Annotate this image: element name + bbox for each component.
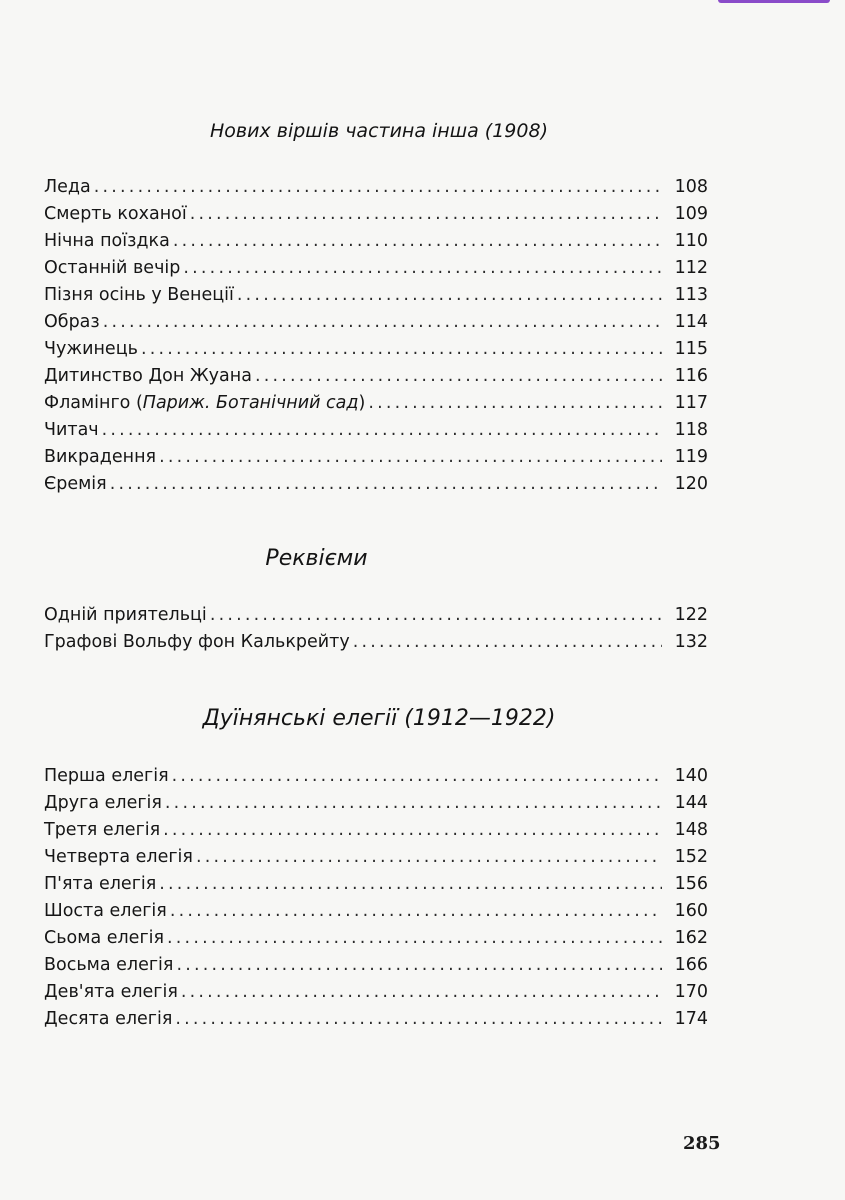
toc-entry-title-text: Восьма елегія <box>44 955 174 975</box>
toc-entry-title <box>44 629 350 656</box>
toc-entry-page: 144 <box>674 793 708 813</box>
toc-entry-title-text: Читач <box>44 420 99 440</box>
toc-entry-title-text: Друга елегія <box>44 793 162 813</box>
toc-entry-page: 113 <box>674 285 708 305</box>
toc-entry-title-text: Пізня осінь у Венеції <box>44 285 234 305</box>
dot-leader <box>110 471 662 498</box>
toc-entry-title <box>44 390 365 417</box>
toc-entry-title <box>44 925 164 952</box>
dot-leader <box>172 763 662 790</box>
toc-entry-page: 118 <box>674 420 708 440</box>
toc-entry-title <box>44 363 252 390</box>
toc-entry-title <box>44 309 100 336</box>
dot-leader <box>368 390 662 417</box>
toc-entry-title-text: Фламінго ( <box>44 393 143 413</box>
toc-entry <box>44 201 708 228</box>
toc-entry-title <box>44 602 207 629</box>
dot-leader <box>176 952 662 979</box>
toc-entry-title-text: Графові Вольфу фон Калькрейту <box>44 632 350 652</box>
dot-leader <box>196 844 662 871</box>
toc-entry <box>44 309 708 336</box>
dot-leader <box>181 979 662 1006</box>
dot-leader <box>103 309 662 336</box>
toc-entry-title <box>44 898 167 925</box>
toc-entry-title <box>44 282 234 309</box>
toc-entry-title <box>44 417 99 444</box>
toc-entry <box>44 363 708 390</box>
toc-entry-page: 156 <box>674 874 708 894</box>
toc-entry-title <box>44 1006 172 1033</box>
toc-entry-page: 166 <box>674 955 708 975</box>
toc-entry <box>44 228 708 255</box>
dot-leader <box>94 174 662 201</box>
toc-entry-page: 109 <box>674 204 708 224</box>
toc-entry-page: 162 <box>674 928 708 948</box>
toc-entry-page: 148 <box>674 820 708 840</box>
dot-leader <box>173 228 662 255</box>
toc-entry-page: 116 <box>674 366 708 386</box>
toc-entry-title-text: Сьома елегія <box>44 928 165 948</box>
toc-entry-page: 132 <box>674 632 708 652</box>
toc-entry-title-text: Одній приятельці <box>44 605 207 625</box>
section-title: Нових віршів частина інша (1908) <box>210 120 548 142</box>
toc-entry <box>44 844 708 871</box>
dot-leader <box>170 898 662 925</box>
toc-entry-title-text: Останній вечір <box>44 258 181 278</box>
toc-entry <box>44 444 708 471</box>
toc-entry-title <box>44 952 173 979</box>
toc-entry-title <box>44 228 170 255</box>
toc-entry-title-text: Смерть коханої <box>44 204 187 224</box>
dot-leader <box>237 282 662 309</box>
toc-entry-title-text: Образ <box>44 312 100 332</box>
toc-entry <box>44 336 708 363</box>
toc-entry-page: 119 <box>674 447 708 467</box>
toc-entry <box>44 417 708 444</box>
dot-leader <box>353 629 662 656</box>
section-title: Реквієми <box>265 546 368 571</box>
toc-entry-page: 170 <box>674 982 708 1002</box>
toc-entry-title <box>44 471 107 498</box>
toc-entry-title <box>44 844 193 871</box>
toc-entry-title-text: П'ята елегія <box>44 874 157 894</box>
toc-entry-title <box>44 763 169 790</box>
toc-entry <box>44 602 708 629</box>
toc-entry-title-text: Леда <box>44 177 91 197</box>
toc-entry-title-text: Четверта елегія <box>44 847 193 867</box>
toc-entry <box>44 817 708 844</box>
dot-leader <box>183 255 662 282</box>
toc-entry-title <box>44 336 138 363</box>
toc-entry <box>44 790 708 817</box>
dot-leader <box>255 363 662 390</box>
toc-entry-page: 122 <box>674 605 708 625</box>
toc-entry-title <box>44 817 160 844</box>
toc-entry-title-text: Перша елегія <box>44 766 169 786</box>
toc-entry <box>44 925 708 952</box>
toc-list <box>44 763 708 1033</box>
toc-entry-subtitle: Париж. Ботанічний сад <box>142 393 359 413</box>
dot-leader <box>165 790 662 817</box>
toc-entry-title-text: Дитинство Дон Жуана <box>44 366 252 386</box>
toc-entry <box>44 174 708 201</box>
toc-entry-page: 114 <box>674 312 708 332</box>
toc-entry-title <box>44 255 180 282</box>
toc-entry-title-suffix: ) <box>358 393 366 413</box>
toc-entry-title <box>44 790 162 817</box>
dot-leader <box>163 817 662 844</box>
toc-entry-page: 120 <box>674 474 708 494</box>
toc-list <box>44 602 708 656</box>
toc-entry <box>44 282 708 309</box>
toc-entry-page: 108 <box>674 177 708 197</box>
toc-list <box>44 174 708 498</box>
toc-entry <box>44 390 708 417</box>
toc-entry <box>44 471 708 498</box>
dot-leader <box>141 336 662 363</box>
toc-entry-title-text: Єремія <box>44 474 107 494</box>
dot-leader <box>159 871 662 898</box>
dot-leader <box>159 444 662 471</box>
toc-entry-page: 115 <box>674 339 708 359</box>
toc-entry-title-text: Викрадення <box>44 447 157 467</box>
toc-entry-page: 152 <box>674 847 708 867</box>
toc-entry-page: 112 <box>674 258 708 278</box>
toc-entry <box>44 871 708 898</box>
toc-entry <box>44 898 708 925</box>
toc-entry-title-text: Чужинець <box>44 339 138 359</box>
toc-entry-title-text: Третя елегія <box>44 820 161 840</box>
toc-entry <box>44 629 708 656</box>
toc-entry <box>44 255 708 282</box>
dot-leader <box>167 925 662 952</box>
toc-entry-page: 160 <box>674 901 708 921</box>
corner-color-mark <box>718 0 830 3</box>
toc-entry-title <box>44 201 187 228</box>
toc-entry-page: 117 <box>674 393 708 413</box>
toc-entry <box>44 952 708 979</box>
toc-entry-page: 174 <box>674 1009 708 1029</box>
toc-entry-title <box>44 979 178 1006</box>
toc-entry <box>44 979 708 1006</box>
toc-entry-title-text: Нічна поїздка <box>44 231 170 251</box>
toc-entry-page: 110 <box>674 231 708 251</box>
dot-leader <box>190 201 662 228</box>
toc-entry-title-text: Десята елегія <box>44 1009 173 1029</box>
toc-entry <box>44 1006 708 1033</box>
section-title: Дуїнянські елегії (1912—1922) <box>202 706 556 731</box>
toc-entry-title <box>44 444 156 471</box>
dot-leader <box>102 417 662 444</box>
toc-entry-title-text: Дев'ята елегія <box>44 982 178 1002</box>
toc-entry-page: 140 <box>674 766 708 786</box>
page-number: 285 <box>683 1133 721 1154</box>
dot-leader <box>175 1006 662 1033</box>
toc-entry-title <box>44 174 91 201</box>
toc-entry-title-text: Шоста елегія <box>44 901 167 921</box>
toc-entry <box>44 763 708 790</box>
dot-leader <box>210 602 662 629</box>
toc-entry-title <box>44 871 156 898</box>
